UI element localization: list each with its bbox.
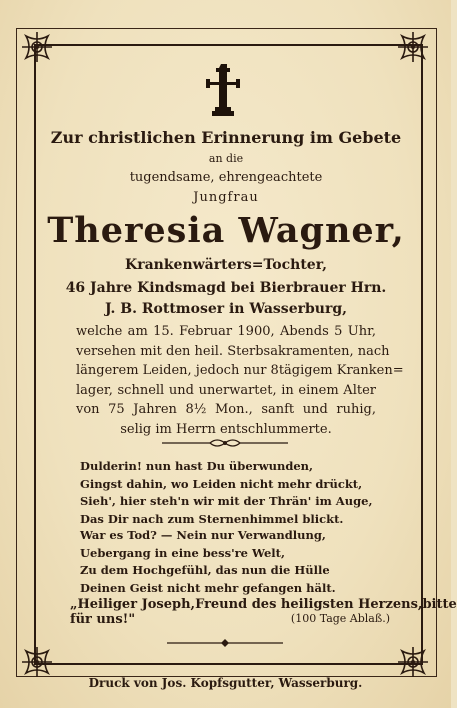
death-notice-paragraph xyxy=(76,322,404,439)
prayer-part: „Heiliger Joseph, xyxy=(70,597,196,612)
verse-line: Sieh', hier steh'n wir mit der Thrän' im Auge, xyxy=(80,494,373,508)
body-line: längerem Leiden, jedoch nur 8tägigem Kranken= xyxy=(76,363,404,378)
attribute-text: tugendsame, ehrengeachtete xyxy=(129,170,323,185)
corner-ornament-icon xyxy=(396,645,430,679)
verse-line: Zu dem Hochgefühl, das nun die Hülle xyxy=(80,563,330,577)
verse-line: Gingst dahin, wo Leiden nicht mehr drückt, xyxy=(80,476,363,491)
verse-stanza-2 xyxy=(80,527,380,597)
verse-line: War es Tod? — Nein nur Verwandlung, xyxy=(80,528,326,542)
body-line: welche am 15. Februar 1900, Abends 5 Uhr, xyxy=(76,324,376,339)
ornamental-divider-icon xyxy=(160,437,290,449)
verse-line: Uebergang in eine bess're Welt, xyxy=(80,545,285,560)
body-line: selig im Herrn entschlummerte. xyxy=(120,421,332,437)
cross-icon xyxy=(206,62,242,122)
job-line: 46 Jahre Kindsmagd bei Bierbrauer Hrn. xyxy=(65,280,387,296)
body-line: von 75 Jahren 8½ Mon., sanft und ruhig, xyxy=(76,402,376,417)
corner-ornament-icon xyxy=(396,30,430,64)
prayer-part: Freund des heiligsten Herzens, xyxy=(195,597,423,612)
prayer-part: für uns!" xyxy=(70,612,136,627)
an-die-text: an die xyxy=(208,152,244,165)
verse-line: Das Dir nach zum Sternenhimmel blickt. xyxy=(80,511,344,526)
deceased-name: Theresia Wagner, xyxy=(47,210,405,251)
ornamental-divider-icon xyxy=(165,638,285,648)
corner-ornament-icon xyxy=(20,645,54,679)
verse-line: Dulderin! nun hast Du überwunden, xyxy=(80,459,314,473)
verse-line: Deinen Geist nicht mehr gefangen hält. xyxy=(80,580,336,595)
printer-credit: Druck von Jos. Kopfsgutter, Wasserburg. xyxy=(88,676,363,690)
title-text: Jungfrau xyxy=(193,190,259,205)
verse-stanza-1 xyxy=(80,458,380,528)
heading: Zur christlichen Erinnerung im Gebete xyxy=(50,128,402,147)
indulgence-note: (100 Tage Ablaß.) xyxy=(290,612,390,625)
employer-line: J. B. Rottmoser in Wasserburg, xyxy=(105,301,347,317)
corner-ornament-icon xyxy=(20,30,54,64)
body-line: lager, schnell und unerwartet, in einem Alter xyxy=(76,382,376,398)
prayer-part: bitte xyxy=(422,597,457,612)
daughter-line: Krankenwärters=Tochter, xyxy=(125,257,327,273)
body-line: versehen mit den heil. Sterbsakramenten, nach xyxy=(76,343,390,359)
prayer xyxy=(70,597,457,627)
